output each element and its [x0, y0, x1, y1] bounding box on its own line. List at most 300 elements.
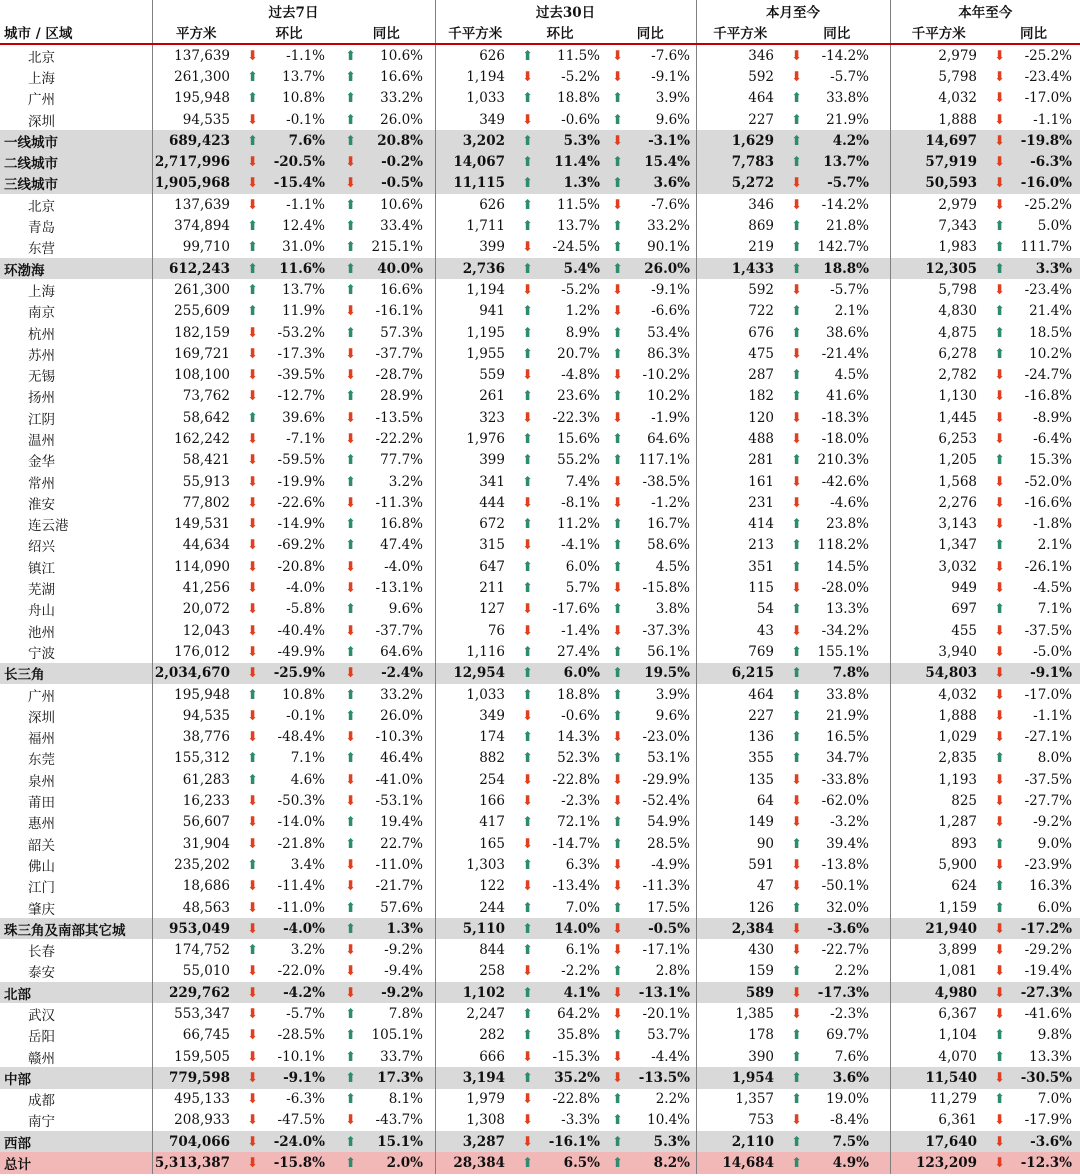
arrow-down-icon: ⬇: [993, 47, 1006, 64]
arrow-up-icon: ⬆: [344, 111, 357, 128]
row-name: 青岛: [28, 220, 55, 237]
arrow-down-icon: ⬇: [246, 665, 259, 682]
cell-mom-30d: [515, 450, 605, 471]
arrow-down-icon: ⬇: [344, 793, 357, 810]
change-value: 32.0%: [826, 899, 870, 916]
cell-area-mtd: 47: [696, 876, 784, 897]
cell-area-mtd: 591: [696, 854, 784, 875]
arrow-up-icon: ⬆: [611, 750, 624, 767]
change-value: 53.7%: [647, 1027, 690, 1044]
arrow-up-icon: ⬆: [246, 218, 259, 235]
row-name: 赣州: [28, 1050, 55, 1067]
cell-area-30d: 1,979: [435, 1089, 515, 1110]
cell-mom-7d: [240, 705, 338, 726]
arrow-up-icon: ⬆: [344, 835, 357, 852]
change-value: 16.6%: [380, 281, 423, 298]
cell-yoy-mtd: [784, 1003, 890, 1024]
arrow-down-icon: ⬇: [790, 1112, 803, 1129]
cell-yoy-mtd: [784, 705, 890, 726]
arrow-up-icon: ⬆: [790, 750, 803, 767]
cell-area-ytd: 6,278: [890, 343, 987, 364]
arrow-down-icon: ⬇: [521, 537, 534, 554]
arrow-down-icon: ⬇: [790, 793, 803, 810]
table-row: [0, 535, 1080, 556]
change-value: 6.5%: [563, 1155, 600, 1172]
cell-yoy-30d: [605, 684, 696, 705]
cell-yoy-30d: [605, 151, 696, 172]
change-value: 39.4%: [826, 835, 870, 852]
change-value: -47.5%: [277, 1112, 325, 1129]
cell-area-7d: 374,894: [152, 215, 240, 236]
arrow-down-icon: ⬇: [611, 47, 624, 64]
cell-mom-7d: [240, 1152, 338, 1173]
cell-area-ytd: 949: [890, 577, 987, 598]
change-value: 6.0%: [565, 558, 600, 575]
change-value: -5.7%: [830, 281, 870, 298]
change-value: 8.1%: [388, 1091, 423, 1108]
cell-area-ytd: 5,798: [890, 66, 987, 87]
arrow-down-icon: ⬇: [790, 196, 803, 213]
cell-area-30d: 341: [435, 471, 515, 492]
cell-yoy-7d: [338, 918, 435, 939]
cell-yoy-mtd: [784, 641, 890, 662]
arrow-up-icon: ⬆: [246, 132, 259, 149]
change-value: -48.4%: [277, 729, 325, 746]
cell-yoy-7d: [338, 1003, 435, 1024]
arrow-up-icon: ⬆: [611, 1155, 624, 1172]
change-value: 13.7%: [823, 154, 870, 171]
cell-yoy-ytd: [987, 727, 1080, 748]
cell-yoy-30d: [605, 88, 696, 109]
cell-area-30d: 399: [435, 450, 515, 471]
cell-yoy-30d: [605, 66, 696, 87]
row-name: 上海: [28, 70, 55, 87]
arrow-up-icon: ⬆: [611, 111, 624, 128]
cell-yoy-7d: [338, 194, 435, 215]
cell-yoy-30d: [605, 1046, 696, 1067]
cell-area-mtd: 769: [696, 641, 784, 662]
arrow-down-icon: ⬇: [993, 622, 1006, 639]
cell-mom-30d: [515, 407, 605, 428]
cell-mom-30d: [515, 577, 605, 598]
change-value: -22.2%: [375, 430, 423, 447]
cell-area-30d: 1,195: [435, 322, 515, 343]
row-name: 东莞: [28, 752, 55, 769]
change-value: -28.5%: [277, 1027, 325, 1044]
arrow-down-icon: ⬇: [993, 1006, 1006, 1022]
change-value: 5.3%: [563, 132, 600, 149]
table-row: [0, 1046, 1080, 1067]
cell-mom-30d: [515, 237, 605, 258]
change-value: -4.5%: [1033, 580, 1073, 597]
cell-mom-30d: [515, 1110, 605, 1131]
change-value: 3.6%: [832, 1069, 870, 1086]
cell-mom-7d: [240, 343, 338, 364]
arrow-down-icon: ⬇: [521, 494, 534, 511]
arrow-up-icon: ⬆: [790, 303, 803, 320]
table-row: [0, 599, 1080, 620]
arrow-up-icon: ⬆: [790, 835, 803, 852]
change-value: -13.5%: [375, 409, 423, 426]
change-value: -11.3%: [375, 494, 423, 511]
arrow-down-icon: ⬇: [246, 963, 259, 980]
arrow-down-icon: ⬇: [246, 1091, 259, 1108]
change-value: -1.1%: [1033, 111, 1073, 128]
arrow-up-icon: ⬆: [344, 218, 357, 235]
row-name: 深圳: [28, 709, 55, 726]
cell-yoy-7d: [338, 407, 435, 428]
change-value: -14.2%: [821, 47, 870, 64]
cell-yoy-30d: [605, 748, 696, 769]
change-value: -0.6%: [561, 707, 600, 724]
change-value: -3.6%: [1030, 1133, 1073, 1150]
cell-area-7d: 12,043: [152, 620, 240, 641]
cell-area-7d: 495,133: [152, 1089, 240, 1110]
cell-yoy-30d: [605, 173, 696, 194]
arrow-down-icon: ⬇: [246, 1155, 259, 1172]
arrow-up-icon: ⬆: [611, 537, 624, 554]
cell-yoy-ytd: [987, 876, 1080, 897]
arrow-down-icon: ⬇: [246, 984, 259, 1001]
cell-yoy-30d: [605, 918, 696, 939]
row-name: 南京: [28, 305, 55, 322]
cell-yoy-ytd: [987, 364, 1080, 385]
change-value: -17.9%: [1024, 1112, 1073, 1129]
cell-mom-7d: [240, 66, 338, 87]
table-row: [0, 748, 1080, 769]
cell-area-30d: 122: [435, 876, 515, 897]
cell-yoy-ytd: [987, 577, 1080, 598]
cell-yoy-30d: [605, 641, 696, 662]
cell-yoy-ytd: [987, 812, 1080, 833]
change-value: -27.1%: [1024, 729, 1073, 746]
arrow-down-icon: ⬇: [246, 707, 259, 724]
cell-mom-30d: [515, 301, 605, 322]
cell-area-7d: 2,717,996: [152, 151, 240, 172]
cell-yoy-ytd: [987, 684, 1080, 705]
row-name: 宁波: [28, 645, 55, 662]
cell-mom-7d: [240, 514, 338, 535]
change-value: -5.0%: [1033, 643, 1073, 660]
cell-yoy-ytd: [987, 130, 1080, 151]
cell-area-30d: 1,033: [435, 684, 515, 705]
cell-area-7d: 195,948: [152, 684, 240, 705]
cell-mom-7d: [240, 301, 338, 322]
cell-yoy-7d: [338, 663, 435, 684]
cell-mom-7d: [240, 109, 338, 130]
change-value: -30.5%: [1020, 1069, 1073, 1086]
change-value: 18.5%: [1029, 324, 1073, 341]
change-value: -37.5%: [1024, 622, 1073, 639]
change-value: -2.2%: [561, 963, 600, 980]
arrow-down-icon: ⬇: [790, 814, 803, 831]
change-value: 4.5%: [834, 367, 870, 384]
arrow-down-icon: ⬇: [611, 132, 624, 149]
arrow-down-icon: ⬇: [246, 1069, 259, 1086]
arrow-down-icon: ⬇: [611, 473, 624, 490]
row-name: 中部: [0, 1067, 152, 1088]
cell-yoy-30d: [605, 727, 696, 748]
aggregate-row: [0, 151, 1080, 172]
cell-area-7d: 155,312: [152, 748, 240, 769]
table-row: [0, 1003, 1080, 1024]
arrow-down-icon: ⬇: [993, 90, 1006, 107]
cell-yoy-30d: [605, 1110, 696, 1131]
change-value: 33.8%: [826, 686, 870, 703]
change-value: 21.9%: [826, 111, 870, 128]
cell-mom-7d: [240, 1025, 338, 1046]
row-name: 成都: [28, 1093, 55, 1110]
arrow-down-icon: ⬇: [521, 1112, 534, 1129]
arrow-down-icon: ⬇: [790, 580, 803, 597]
arrow-down-icon: ⬇: [246, 430, 259, 447]
cell-yoy-ytd: [987, 620, 1080, 641]
arrow-up-icon: ⬆: [790, 132, 803, 149]
arrow-up-icon: ⬆: [521, 345, 534, 362]
cell-area-30d: 1,116: [435, 641, 515, 662]
cell-area-7d: 169,721: [152, 343, 240, 364]
change-value: 215.1%: [371, 239, 423, 256]
cell-area-7d: 255,609: [152, 301, 240, 322]
arrow-up-icon: ⬆: [993, 324, 1006, 341]
cell-yoy-7d: [338, 577, 435, 598]
column-header-30d-mom: 环比: [515, 21, 605, 44]
arrow-down-icon: ⬇: [344, 856, 357, 873]
change-value: -17.3%: [817, 984, 870, 1001]
change-value: -17.0%: [1024, 686, 1073, 703]
change-value: 13.7%: [282, 68, 325, 85]
cell-yoy-mtd: [784, 833, 890, 854]
change-value: -6.3%: [286, 1091, 325, 1108]
cell-mom-30d: [515, 727, 605, 748]
cell-yoy-30d: [605, 492, 696, 513]
change-value: 118.2%: [817, 537, 870, 554]
change-value: -24.5%: [552, 239, 600, 256]
cell-mom-7d: [240, 88, 338, 109]
change-value: -1.1%: [286, 196, 325, 213]
change-value: 56.1%: [647, 643, 690, 660]
cell-area-7d: 779,598: [152, 1067, 240, 1088]
cell-mom-7d: [240, 173, 338, 194]
cell-mom-30d: [515, 44, 605, 66]
arrow-down-icon: ⬇: [993, 558, 1006, 575]
arrow-down-icon: ⬇: [993, 643, 1006, 660]
change-value: -4.0%: [283, 920, 325, 937]
cell-area-7d: 61,283: [152, 769, 240, 790]
arrow-up-icon: ⬆: [790, 537, 803, 554]
cell-mom-30d: [515, 535, 605, 556]
table-row: [0, 961, 1080, 982]
change-value: -3.1%: [648, 132, 690, 149]
change-value: 155.1%: [817, 643, 870, 660]
row-name: 苏州: [28, 347, 55, 364]
change-value: 4.1%: [563, 984, 600, 1001]
change-value: 2.2%: [655, 1091, 690, 1108]
cell-yoy-mtd: [784, 428, 890, 449]
cell-yoy-30d: [605, 194, 696, 215]
change-value: -4.9%: [651, 856, 690, 873]
arrow-down-icon: ⬇: [344, 729, 357, 746]
change-value: 6.3%: [565, 856, 600, 873]
change-value: 12.4%: [282, 218, 325, 235]
cell-mom-30d: [515, 109, 605, 130]
change-value: 7.6%: [288, 132, 325, 149]
change-value: -7.1%: [286, 430, 325, 447]
arrow-up-icon: ⬆: [993, 601, 1006, 618]
cell-yoy-30d: [605, 1089, 696, 1110]
arrow-down-icon: ⬇: [993, 175, 1006, 192]
row-name: 环渤海: [0, 258, 152, 279]
change-value: -5.8%: [286, 601, 325, 618]
change-value: 33.8%: [826, 90, 870, 107]
cell-yoy-ytd: [987, 748, 1080, 769]
table-row: [0, 812, 1080, 833]
cell-area-ytd: 123,209: [890, 1152, 987, 1173]
change-value: -8.9%: [1033, 409, 1073, 426]
change-value: -0.1%: [286, 111, 325, 128]
change-value: -24.0%: [273, 1133, 325, 1150]
cell-yoy-7d: [338, 364, 435, 385]
arrow-up-icon: ⬆: [993, 239, 1006, 256]
change-value: -25.9%: [273, 665, 325, 682]
arrow-down-icon: ⬇: [344, 963, 357, 980]
arrow-down-icon: ⬇: [246, 835, 259, 852]
cell-mom-30d: [515, 1003, 605, 1024]
arrow-up-icon: ⬆: [521, 260, 534, 277]
cell-yoy-ytd: [987, 1046, 1080, 1067]
change-value: 15.1%: [377, 1133, 423, 1150]
change-value: -27.3%: [1020, 984, 1073, 1001]
cell-area-ytd: 2,782: [890, 364, 987, 385]
cell-area-mtd: 115: [696, 577, 784, 598]
change-value: -5.2%: [561, 281, 600, 298]
cell-yoy-30d: [605, 1025, 696, 1046]
cell-area-mtd: 219: [696, 237, 784, 258]
arrow-down-icon: ⬇: [521, 367, 534, 384]
cell-mom-7d: [240, 641, 338, 662]
cell-yoy-mtd: [784, 88, 890, 109]
cell-yoy-7d: [338, 556, 435, 577]
arrow-down-icon: ⬇: [521, 68, 534, 85]
change-value: -13.8%: [821, 856, 870, 873]
row-name: 温州: [28, 432, 55, 449]
change-value: 17.5%: [647, 899, 690, 916]
cell-area-30d: 211: [435, 577, 515, 598]
change-value: 10.2%: [1029, 345, 1073, 362]
cell-area-mtd: 126: [696, 897, 784, 918]
cell-area-7d: 182,159: [152, 322, 240, 343]
change-value: -1.1%: [286, 47, 325, 64]
cell-yoy-7d: [338, 151, 435, 172]
arrow-down-icon: ⬇: [344, 984, 357, 1001]
cell-yoy-7d: [338, 1046, 435, 1067]
arrow-down-icon: ⬇: [993, 1155, 1006, 1172]
cell-area-ytd: 1,205: [890, 450, 987, 471]
arrow-up-icon: ⬆: [521, 175, 534, 192]
cell-yoy-mtd: [784, 471, 890, 492]
change-value: -59.5%: [277, 452, 325, 469]
cell-yoy-mtd: [784, 535, 890, 556]
arrow-down-icon: ⬇: [344, 154, 357, 171]
cell-yoy-mtd: [784, 279, 890, 300]
cell-area-7d: 94,535: [152, 109, 240, 130]
cell-yoy-7d: [338, 769, 435, 790]
cell-yoy-ytd: [987, 1025, 1080, 1046]
cell-yoy-ytd: [987, 663, 1080, 684]
cell-yoy-30d: [605, 130, 696, 151]
arrow-down-icon: ⬇: [521, 793, 534, 810]
arrow-up-icon: ⬆: [246, 771, 259, 788]
arrow-up-icon: ⬆: [521, 430, 534, 447]
change-value: -52.4%: [642, 793, 690, 810]
arrow-up-icon: ⬆: [344, 90, 357, 107]
change-value: 2.1%: [1037, 537, 1073, 554]
cell-area-mtd: 149: [696, 812, 784, 833]
cell-yoy-30d: [605, 428, 696, 449]
cell-yoy-ytd: [987, 215, 1080, 236]
cell-area-7d: 704,066: [152, 1131, 240, 1152]
change-value: -53.1%: [375, 793, 423, 810]
change-value: 7.4%: [565, 473, 600, 490]
arrow-up-icon: ⬆: [790, 1155, 803, 1172]
cell-area-mtd: 64: [696, 790, 784, 811]
change-value: -49.9%: [277, 643, 325, 660]
arrow-up-icon: ⬆: [344, 239, 357, 256]
arrow-up-icon: ⬆: [344, 324, 357, 341]
cell-yoy-mtd: [784, 66, 890, 87]
change-value: 35.8%: [557, 1027, 600, 1044]
cell-area-ytd: 50,593: [890, 173, 987, 194]
arrow-up-icon: ⬆: [611, 345, 624, 362]
cell-area-30d: 254: [435, 769, 515, 790]
arrow-up-icon: ⬆: [246, 942, 259, 959]
change-value: -20.1%: [642, 1006, 690, 1022]
arrow-up-icon: ⬆: [344, 473, 357, 490]
change-value: -4.8%: [561, 367, 600, 384]
change-value: 6.1%: [565, 942, 600, 959]
table-row: [0, 1110, 1080, 1131]
change-value: 54.9%: [647, 814, 690, 831]
cell-area-7d: 55,913: [152, 471, 240, 492]
cell-mom-30d: [515, 364, 605, 385]
change-value: -38.5%: [642, 473, 690, 490]
change-value: -33.8%: [821, 771, 870, 788]
cell-mom-30d: [515, 215, 605, 236]
change-value: 14.3%: [557, 729, 600, 746]
cell-area-ytd: 697: [890, 599, 987, 620]
aggregate-row: [0, 982, 1080, 1003]
change-value: -26.1%: [1024, 558, 1073, 575]
change-value: -13.1%: [638, 984, 690, 1001]
cell-area-7d: 149,531: [152, 514, 240, 535]
arrow-down-icon: ⬇: [993, 388, 1006, 405]
change-value: -23.9%: [1024, 856, 1073, 873]
table-row: [0, 790, 1080, 811]
change-value: -27.7%: [1024, 793, 1073, 810]
cell-area-mtd: 281: [696, 450, 784, 471]
change-value: 142.7%: [817, 239, 870, 256]
cell-area-7d: 261,300: [152, 279, 240, 300]
cell-yoy-ytd: [987, 1110, 1080, 1131]
row-name: 连云港: [28, 518, 69, 535]
arrow-up-icon: ⬆: [521, 1069, 534, 1086]
cell-yoy-30d: [605, 1131, 696, 1152]
change-value: 16.3%: [1029, 878, 1073, 895]
table-row: [0, 322, 1080, 343]
cell-area-ytd: 2,835: [890, 748, 987, 769]
row-name: 无锡: [28, 369, 55, 386]
cell-area-mtd: 231: [696, 492, 784, 513]
